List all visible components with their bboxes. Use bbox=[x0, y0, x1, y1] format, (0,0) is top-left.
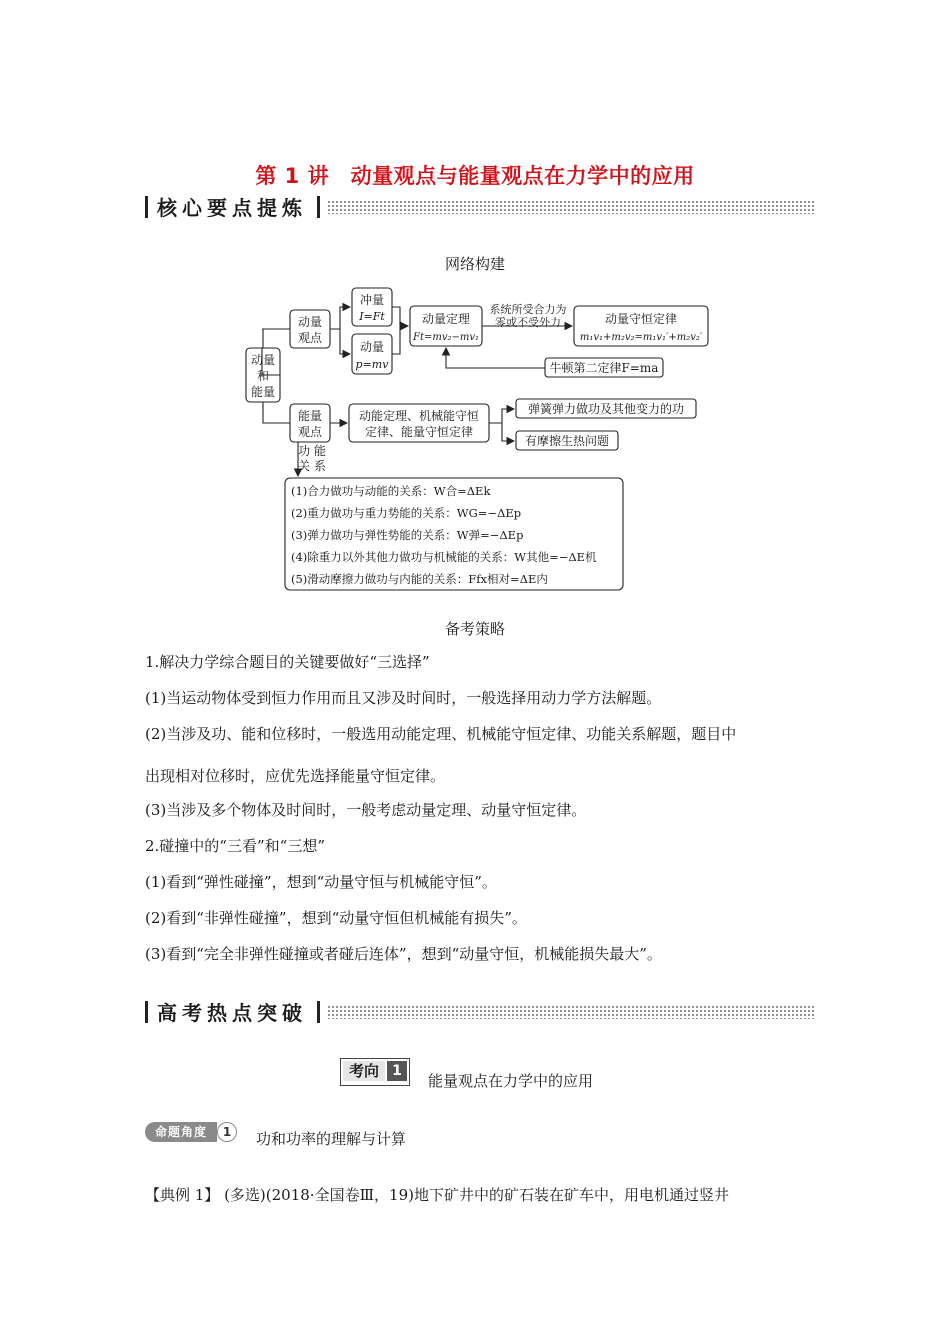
direction-title: 能量观点在力学中的应用 bbox=[428, 1072, 594, 1090]
momentum-name: 动量 bbox=[359, 340, 385, 354]
section-label: 核心要点提炼 bbox=[157, 196, 307, 220]
section-header-core bbox=[145, 192, 815, 222]
theorem-formula: Ft=mv₂−mv₁ bbox=[413, 332, 479, 343]
strategy-line: (3)看到“完全非弹性碰撞或者碰后连体”，想到“动量守恒，机械能损失最大”。 bbox=[145, 945, 662, 963]
condition-line-2: 零或不受外力 bbox=[495, 316, 561, 329]
angle-badge bbox=[145, 1122, 237, 1142]
root-line-1: 动量 bbox=[250, 353, 276, 367]
conservation-formula: m₁v₁+m₂v₂=m₁v₁′+m₂v₂′ bbox=[579, 332, 703, 343]
strategy-line: (1)看到“弹性碰撞”，想到“动量守恒与机械能守恒”。 bbox=[145, 873, 497, 891]
strategy-line: 出现相对位移时，应优先选择能量守恒定律。 bbox=[145, 767, 446, 785]
root-line-2: 和 bbox=[256, 369, 270, 383]
direction-badge-label: 考向 bbox=[343, 1061, 385, 1081]
work-energy-line-1: 功 能 bbox=[298, 444, 326, 458]
strategy-line: (2)当涉及功、能和位移时，一般选用动能定理、机械能守恒定律、功能关系解题，题目中 bbox=[145, 725, 737, 743]
energy-theorems-line-2: 定律、能量守恒定律 bbox=[364, 425, 474, 439]
strategy-heading: 备考策略 bbox=[444, 620, 505, 638]
momentum-view-line-1: 动量 bbox=[297, 315, 323, 329]
elastic-text: 弹簧弹力做功及其他变力的功 bbox=[527, 402, 685, 416]
example-text: 【典例 1】 (多选)(2018·全国卷Ⅲ，19)地下矿井中的矿石装在矿车中，用电机通过竖井 bbox=[145, 1186, 729, 1204]
relation-2: (2)重力做功与重力势能的关系：WG=−ΔEp bbox=[291, 506, 522, 520]
direction-badge-number: 1 bbox=[387, 1061, 407, 1081]
root-line-3: 能量 bbox=[250, 385, 276, 399]
angle-badge-number: 1 bbox=[217, 1122, 237, 1142]
relation-3: (3)弹力做功与弹性势能的关系：W弹=−ΔEp bbox=[291, 528, 524, 542]
newton-text: 牛顿第二定律F=ma bbox=[549, 361, 659, 375]
conservation-name: 动量守恒定律 bbox=[604, 312, 678, 326]
theorem-name: 动量定理 bbox=[421, 312, 471, 326]
page-title: 第 1 讲 动量观点与能量观点在力学中的应用 bbox=[255, 164, 695, 188]
impulse-formula: I=Ft bbox=[359, 310, 385, 323]
energy-view-line-2: 观点 bbox=[297, 425, 323, 439]
relation-1: (1)合力做功与动能的关系：W合=ΔEk bbox=[291, 484, 491, 498]
strategy-line: (2)看到“非弹性碰撞”，想到“动量守恒但机械能有损失”。 bbox=[145, 909, 527, 927]
condition-line-1: 系统所受合力为 bbox=[489, 303, 567, 316]
relation-4: (4)除重力以外其他力做功与机械能的关系：W其他=−ΔE机 bbox=[291, 550, 597, 564]
energy-view-line-1: 能量 bbox=[297, 409, 323, 423]
angle-badge-label: 命题角度 bbox=[145, 1122, 217, 1142]
momentum-view-line-2: 观点 bbox=[297, 331, 323, 345]
knowledge-network-diagram bbox=[240, 280, 715, 595]
strategy-line: 1.解决力学综合题目的关键要做好“三选择” bbox=[145, 653, 430, 671]
angle-title: 功和功率的理解与计算 bbox=[256, 1130, 407, 1148]
strategy-line: 2.碰撞中的“三看”和“三想” bbox=[145, 837, 325, 855]
strategy-line: (1)当运动物体受到恒力作用而且又涉及时间时，一般选择用动力学方法解题。 bbox=[145, 689, 662, 707]
network-heading: 网络构建 bbox=[444, 255, 505, 273]
work-energy-line-2: 关 系 bbox=[298, 459, 326, 473]
relation-5: (5)滑动摩擦力做功与内能的关系：Ffx相对=ΔE内 bbox=[291, 572, 548, 586]
section-label: 高考热点突破 bbox=[157, 1001, 307, 1025]
impulse-name: 冲量 bbox=[359, 293, 385, 307]
energy-theorems-line-1: 动能定理、机械能守恒 bbox=[358, 409, 480, 423]
momentum-formula: p=mv bbox=[355, 358, 389, 371]
strategy-line: (3)当涉及多个物体及时间时，一般考虑动量定理、动量守恒定律。 bbox=[145, 801, 587, 819]
friction-heat-text: 有摩擦生热问题 bbox=[524, 434, 610, 448]
direction-badge bbox=[340, 1058, 410, 1086]
section-header-hotspot bbox=[145, 997, 815, 1027]
